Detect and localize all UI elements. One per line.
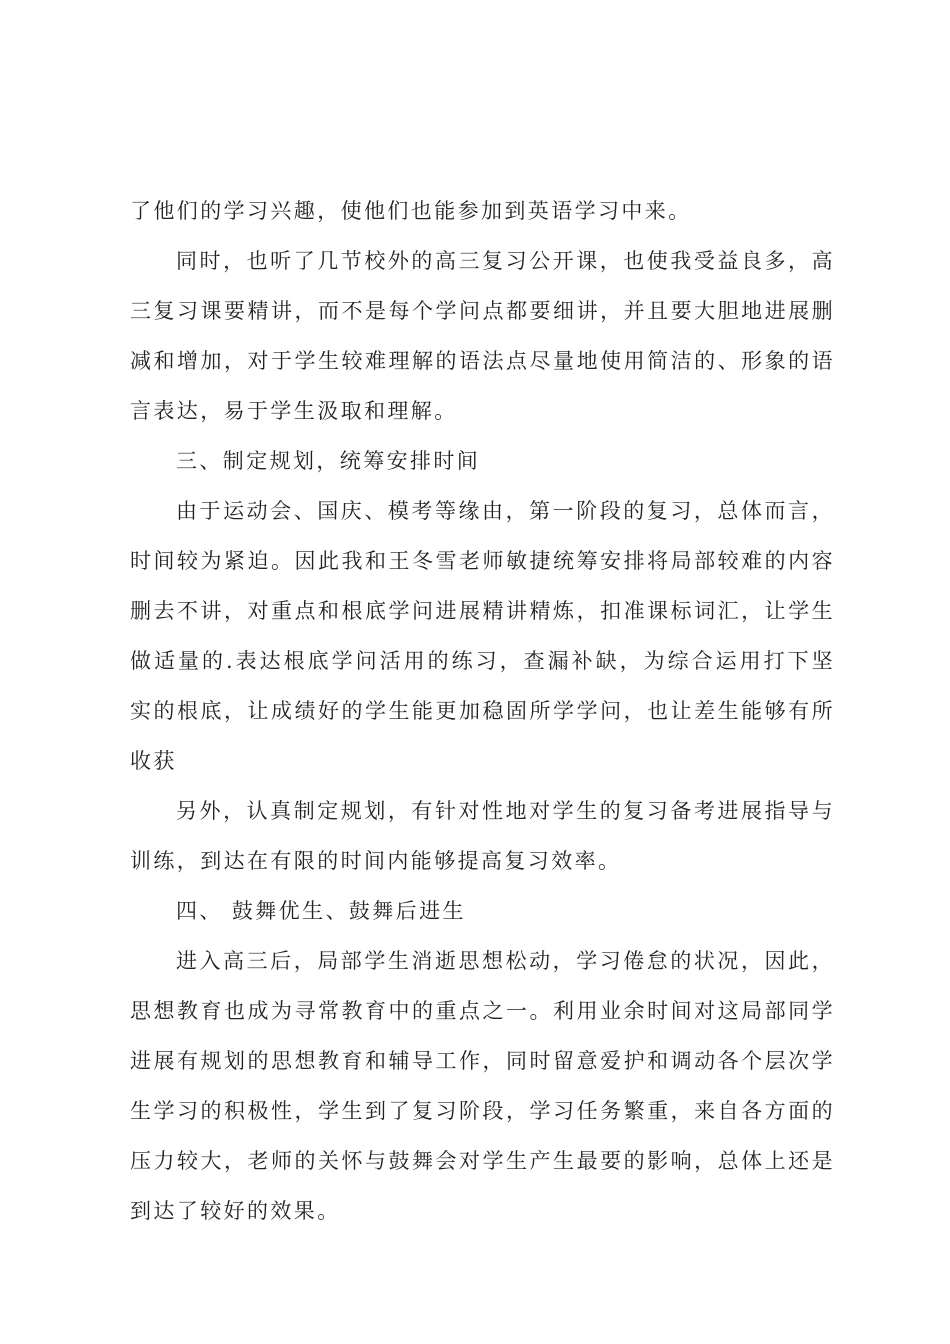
paragraph-lectures: 同时，也听了几节校外的高三复习公开课，也使我受益良多，高三复习课要精讲，而不是每个学问点都要细讲，并且要大胆地进展删减和增加，对于学生较难理解的语法点尽量地使用简洁的、形象的语言表达，易于学生汲取和理解。: [130, 249, 835, 423]
paragraph-continuation: 了他们的学习兴趣，使他们也能参加到英语学习中来。: [130, 199, 692, 223]
paragraph-planning: 另外，认真制定规划，有针对性地对学生的复习备考进展指导与训练，到达在有限的时间内能够提高复习效率。: [130, 799, 835, 873]
section-heading-3: 三、制定规划，统筹安排时间: [176, 449, 481, 473]
section-heading-4: 四、 鼓舞优生、鼓舞后进生: [176, 899, 466, 923]
paragraph-schedule: 由于运动会、国庆、模考等缘由，第一阶段的复习，总体而言，时间较为紧迫。因此我和王冬雪老师敏捷统筹安排将局部较难的内容删去不讲，对重点和根底学问进展精讲精炼，扣准课标词汇，让学生做适量的.表达根底学问活用的练习，查漏补缺，为综合运用打下坚实的根底，让成绩好的学生能更加稳固所学学问，也让差生能够有所收获: [130, 499, 835, 773]
paragraph-encouragement: 进入高三后，局部学生消逝思想松动，学习倦怠的状况，因此，思想教育也成为寻常教育中的重点之一。利用业余时间对这局部同学进展有规划的思想教育和辅导工作，同时留意爱护和调动各个层次学生学习的积极性，学生到了复习阶段，学习任务繁重，来自各方面的压力较大，老师的关怀与鼓舞会对学生产生最要的影响，总体上还是到达了较好的效果。: [130, 949, 835, 1223]
document-body: [130, 186, 835, 1236]
